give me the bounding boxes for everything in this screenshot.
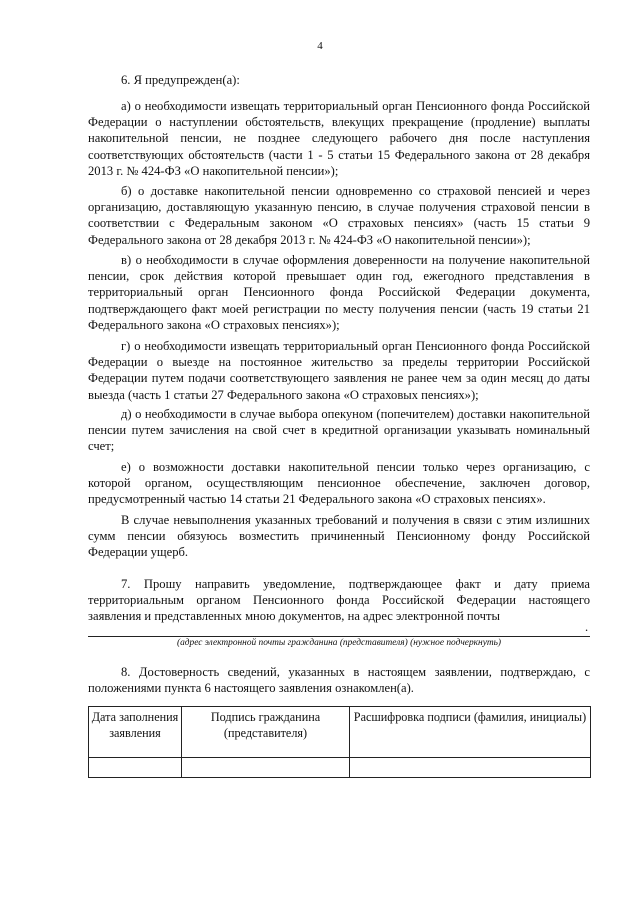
signature-table	[88, 706, 591, 778]
section-8-text: 8. Достоверность сведений, указанных в настоящем заявлении, подтверждаю, с положениями пункта 6 настоящего заявления ознакомлен(а).	[88, 665, 590, 696]
page-number: 4	[317, 40, 323, 52]
date-header: Дата заполнения заявления	[89, 707, 182, 758]
item-d: д) о необходимости в случае выбора опекуном (попечителем) доставки накопительной пенсии путем зачисления на свой счет в кредитной организации указывать номинальный счет;	[88, 407, 590, 454]
item-v: в) о необходимости в случае оформления доверенности на получение накопительной пенсии, срок действия которой превышает один год, ежегодного представления в территориальный орган Пенсионного фонда Российской Федерации документа, подтверждающего факт моей регистрации по месту получения пенсии (часть 19 статьи 21 Федерального закона «О страховых пенсиях»);	[88, 253, 590, 332]
signature-cell[interactable]	[182, 758, 350, 778]
table-entry-row	[89, 758, 591, 778]
table-header-row	[89, 707, 591, 758]
item-g: г) о необходимости извещать территориальный орган Пенсионного фонда Российской Федерации о выезде на постоянное жительство за пределы территории Российской Федерации путем подачи соответствующего заявления не ранее чем за один месяц до даты выезда (часть 1 статьи 27 Федерального закона «О страховых пенсиях»);	[88, 339, 590, 402]
signature-decoding-cell[interactable]	[350, 758, 591, 778]
signature-header: Подпись гражданина (представителя)	[182, 707, 350, 758]
item-a: а) о необходимости извещать территориальный орган Пенсионного фонда Российской Федерации о наступлении обстоятельств, влекущих прекращение (продление) выплаты накопительной пенсии, не позднее следующего рабочего дня после наступления соответствующих обстоятельств (части 1 - 5 статьи 15 Федерального закона от 28 декабря 2013 г. № 424-ФЗ «О накопительной пенсии»);	[88, 99, 590, 178]
section-6-heading: 6. Я предупрежден(а):	[121, 73, 240, 87]
section-7-end-mark: .	[585, 620, 589, 634]
signature-decoding-header: Расшифровка подписи (фамилия, инициалы)	[350, 707, 591, 758]
item-b: б) о доставке накопительной пенсии одновременно со страховой пенсией и через организацию, доставляющую указанную пенсию, в случае получения страховой пенсии в соответствии с Федеральным законом «О страховых пенсиях» (часть 15 статьи 9 Федерального закона от 28 декабря 2013 г. № 424-ФЗ «О накопительной пенсии»);	[88, 184, 590, 247]
section-7-text: 7. Прошу направить уведомление, подтверждающее факт и дату приема территориальным органом Пенсионного фонда Российской Федерации настоящего заявления и представленных мною документов, на адрес электронной почты	[88, 577, 590, 624]
item-e: е) о возможности доставки накопительной пенсии только через организацию, с которой органом, осуществляющим пенсионное обеспечение, заключен договор, предусмотренный частью 14 статьи 21 Федерального закона «О страховых пенсиях».	[88, 460, 590, 507]
date-cell[interactable]	[89, 758, 182, 778]
liability-paragraph: В случае невыполнения указанных требований и получения в связи с этим излишних сумм пенсии обязуюсь возместить причиненный Пенсионному фонду Российской Федерации ущерб.	[88, 513, 590, 560]
email-caption: (адрес электронной почты гражданина (представителя) (нужное подчеркнуть)	[88, 636, 590, 648]
